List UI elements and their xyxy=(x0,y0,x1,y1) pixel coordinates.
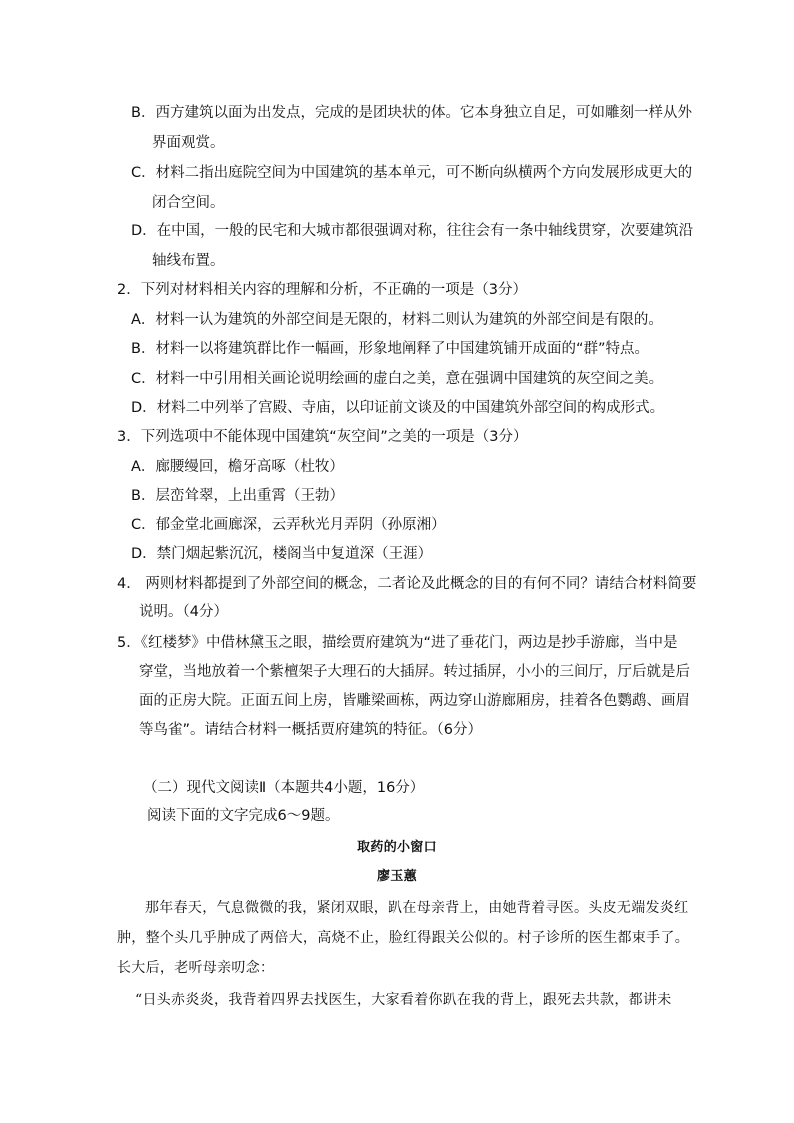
q3-stem: 3．下列选项中不能体现中国建筑“灰空间”之美的一项是（3分） xyxy=(117,429,528,445)
q3-option-c: C．郁金堂北画廊深，云弄秋光月弄阴（孙原湘） xyxy=(131,517,446,533)
q2-option-b: B．材料一以将建筑群比作一幅画，形象地阐释了中国建筑铺开成面的“群”特点。 xyxy=(131,341,649,357)
q3-option-b: B．层峦耸翠，上出重霄（王勃） xyxy=(131,488,344,504)
q1-option-d-line1: D．在中国，一般的民宅和大城市都很强调对称，往往会有一条中轴线贯穿，次要建筑沿 xyxy=(131,223,694,239)
q5-line4: 等鸟雀”。请结合材料一概括贾府建筑的特征。（6分） xyxy=(139,722,482,738)
q4-line2: 说明。（4分） xyxy=(139,604,228,620)
article-p1-line2: 肿，整个头几乎肿成了两倍大，高烧不止，脸红得跟关公似的。村子诊所的医生都束手了。 xyxy=(117,930,689,946)
q2-option-c: C．材料一中引用相关画论说明绘画的虚白之美，意在强调中国建筑的灰空间之美。 xyxy=(131,371,664,387)
article-p1-line1: 那年春天，气息微微的我，紧闭双眼，趴在母亲背上，由她背着寻医。头皮无端发炎红 xyxy=(145,900,689,916)
q1-option-b-line2: 界面观赏。 xyxy=(152,135,225,151)
q2-stem: 2．下列对材料相关内容的理解和分析，不正确的一项是（3分） xyxy=(117,282,527,298)
q1-option-d-line2: 轴线布置。 xyxy=(152,253,225,269)
q3-option-d: D．禁门烟起紫沉沉，楼阁当中复道深（王涯） xyxy=(131,546,433,562)
q4-line1: 4． 两则材料都提到了外部空间的概念，二者论及此概念的目的有何不同？请结合材料简要 xyxy=(117,576,697,592)
q5-line1: 5．《红楼梦》中借林黛玉之眼，描绘贾府建筑为“进了垂花门，两边是抄手游廊，当中是 xyxy=(117,635,678,651)
q1-option-c-line1: C．材料二指出庭院空间为中国建筑的基本单元，可不断向纵横两个方向发展形成更大的 xyxy=(131,165,693,181)
section2-heading: （二）现代文阅读Ⅱ（本题共4小题，16分） xyxy=(143,780,425,796)
q3-option-a: A．廊腰缦回，檐牙高啄（杜牧） xyxy=(131,459,344,475)
q1-option-b-line1: B．西方建筑以面为出发点，完成的是团块状的体。它本身独立自足，可如雕刻一样从外 xyxy=(131,105,692,121)
q5-line2: 穿堂，当地放着一个紫檀架子大理石的大插屏。转过插屏，小小的三间厅，厅后就是后 xyxy=(139,664,690,680)
article-author: 廖玉蕙 xyxy=(377,869,417,884)
q2-option-a: A．材料一认为建筑的外部空间是无限的，材料二则认为建筑的外部空间是有限的。 xyxy=(131,312,663,328)
q2-option-d: D．材料二中列举了宫殿、寺庙，以印证前文谈及的中国建筑外部空间的构成形式。 xyxy=(131,400,665,416)
q1-option-c-line2: 闭合空间。 xyxy=(152,195,225,211)
q5-line3: 面的正房大院。正面五间上房，皆雕梁画栋，两边穿山游廊厢房，挂着各色鹦鹉、画眉 xyxy=(139,693,690,709)
section2-instruction: 阅读下面的文字完成6～9题。 xyxy=(147,808,340,824)
article-p2-line1: “日头赤炎炎，我背着四界去找医生，大家看着你趴在我的背上，跟死去共款，都讲未 xyxy=(135,992,672,1008)
article-p1-line3: 长大后，老听母亲叨念： xyxy=(117,960,275,976)
article-title: 取药的小窗口 xyxy=(357,840,437,855)
